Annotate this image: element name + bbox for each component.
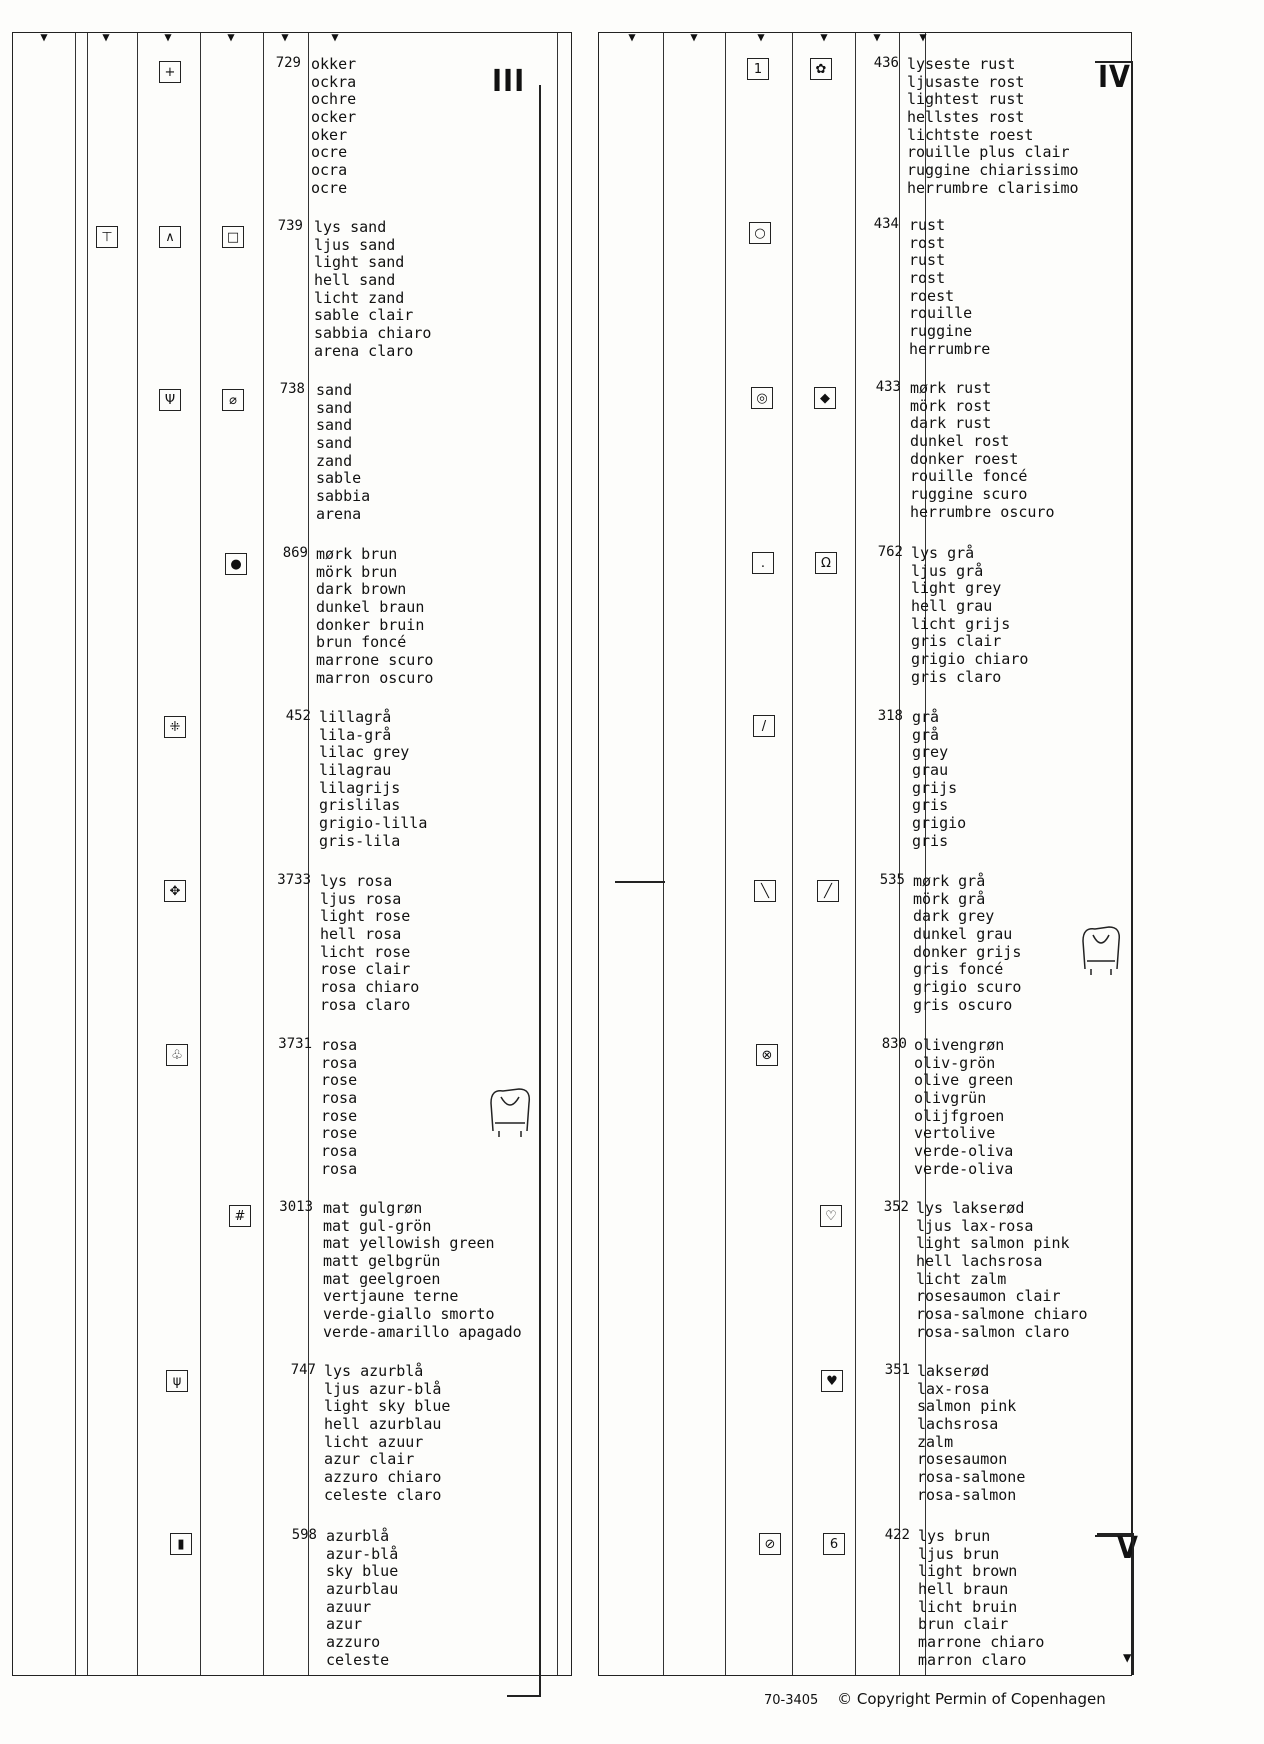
dash-marker	[615, 881, 665, 883]
omega-symbol-icon: Ω	[815, 552, 837, 574]
down-arrow-icon: ▼	[919, 30, 927, 44]
down-arrow-icon: ▼	[820, 30, 828, 44]
slashed-square-symbol-icon: ⊘	[759, 1533, 781, 1555]
color-names: rust rost rust rost roest rouille ruggine herrumbre	[909, 216, 991, 358]
diamond-symbol-icon: ◆	[814, 387, 836, 409]
heart-symbol-icon: ♥	[821, 1370, 843, 1392]
down-arrow-icon: ▼	[690, 30, 698, 44]
color-code: 3013	[279, 1199, 313, 1215]
color-names: lakserød lax-rosa salmon pink lachsrosa zalm rosesaumon rosa-salmone rosa-salmon	[917, 1362, 1026, 1504]
down-arrow-icon: ▼	[227, 30, 235, 44]
heart-outline-symbol-icon: ♡	[820, 1205, 842, 1227]
color-code: 3733	[277, 872, 311, 888]
section-bracket	[1095, 61, 1133, 1537]
down-arrow-icon: ▼	[102, 30, 110, 44]
down-arrow-icon: ▼	[164, 30, 172, 44]
color-code: 762	[877, 544, 903, 560]
dot-symbol-icon: .	[752, 552, 774, 574]
color-code: 318	[877, 708, 903, 724]
diamond-cross-symbol-icon: ✥	[164, 880, 186, 902]
color-code: 729	[275, 55, 301, 71]
color-code: 535	[879, 872, 905, 888]
section-bracket	[507, 85, 541, 1697]
color-key-panel-left	[12, 32, 572, 1676]
color-names: mørk grå mörk grå dark grey dunkel grau donker grijs gris foncé grigio scuro gris oscuro	[913, 872, 1022, 1014]
filled-oval-symbol-icon: ●	[225, 553, 247, 575]
color-names: sand sand sand sand zand sable sabbia arena	[316, 381, 371, 523]
slash-symbol-icon: /	[753, 715, 775, 737]
page-footer	[764, 1690, 1106, 1708]
forward-slash-symbol-icon: ╱	[817, 880, 839, 902]
circle-symbol-icon: ○	[749, 222, 771, 244]
club-symbol-icon: ♧	[166, 1044, 188, 1066]
number-six-symbol-icon: 6	[823, 1533, 845, 1555]
color-names: lys lakserød ljus lax-rosa light salmon pink hell lachsrosa licht zalm rosesaumon clair rosa-salmone chiaro rosa-salmon claro	[916, 1199, 1088, 1341]
flower-symbol-icon: ✿	[810, 58, 832, 80]
tee-symbol-icon: ⊤	[96, 226, 118, 248]
color-code: 434	[873, 216, 899, 232]
color-code: 3731	[278, 1036, 312, 1052]
color-names: lys azurblå ljus azur-blå light sky blue hell azurblau licht azuur azur clair azzuro chiaro celeste claro	[324, 1362, 451, 1504]
down-arrow-icon: ▼	[628, 30, 636, 44]
caret-symbol-icon: ∧	[159, 226, 181, 248]
slashed-circle-symbol-icon: ⌀	[222, 389, 244, 411]
psi-symbol-icon: Ψ	[159, 389, 181, 411]
color-code: 738	[279, 381, 305, 397]
color-code: 422	[884, 1527, 910, 1543]
armchair-doodle-icon	[485, 1083, 535, 1139]
target-symbol-icon: ◎	[751, 387, 773, 409]
circled-x-symbol-icon: ⊗	[756, 1044, 778, 1066]
color-names: azurblå azur-blå sky blue azurblau azuur azur azzuro celeste	[326, 1527, 399, 1669]
section-label-iii: III	[492, 64, 526, 99]
down-arrow-icon: ▼	[757, 30, 765, 44]
color-key-panel-right	[598, 30, 1139, 1676]
color-names: rosa rosa rose rosa rose rose rosa rosa	[321, 1036, 358, 1178]
color-code: 747	[290, 1362, 316, 1378]
color-code: 351	[884, 1362, 910, 1378]
color-code: 830	[881, 1036, 907, 1052]
hash-symbol-icon: #	[229, 1205, 251, 1227]
section-label-v: V	[1117, 1531, 1139, 1566]
color-code: 436	[873, 55, 899, 71]
color-names: lys sand ljus sand light sand hell sand licht zand sable clair sabbia chiaro arena claro	[314, 218, 432, 360]
down-arrow-icon: ▼	[40, 30, 48, 44]
color-names: lyseste rust ljusaste rost lightest rust hellstes rost lichtste roest rouille plus clair ruggine chiarissimo herrumbre clarisimo	[907, 55, 1079, 197]
color-names: lys brun ljus brun light brown hell braun licht bruin brun clair marrone chiaro marron claro	[918, 1527, 1045, 1669]
color-names: mørk rust mörk rost dark rust dunkel rost donker roest rouille foncé ruggine scuro herrumbre oscuro	[910, 379, 1055, 521]
color-names: lillagrå lila-grå lilac grey lilagrau lilagrijs grislilas grigio-lilla gris-lila	[319, 708, 428, 850]
color-names: grå grå grey grau grijs gris grigio gris	[912, 708, 967, 850]
color-code: 352	[883, 1199, 909, 1215]
color-names: lys rosa ljus rosa light rose hell rosa licht rose rose clair rosa chiaro rosa claro	[320, 872, 420, 1014]
color-names: okker ockra ochre ocker oker ocre ocra ocre	[311, 55, 357, 197]
color-names: lys grå ljus grå light grey hell grau licht grijs gris clair grigio chiaro gris claro	[911, 544, 1029, 686]
color-names: mat gulgrøn mat gul-grön mat yellowish green matt gelbgrün mat geelgroen vertjaune terne verde-giallo smorto verde-amarillo apagado	[323, 1199, 522, 1341]
color-code: 739	[277, 218, 303, 234]
color-code: 452	[285, 708, 311, 724]
color-names: olivengrøn oliv-grön olive green olivgrün olijfgroen vertolive verde-oliva verde-oliva	[914, 1036, 1014, 1178]
color-code: 433	[875, 379, 901, 395]
down-arrow-icon: ▼	[331, 30, 339, 44]
section-label-iv: IV	[1098, 60, 1131, 95]
armchair-doodle-icon	[1077, 921, 1125, 977]
color-names: mørk brun mörk brun dark brown dunkel braun donker bruin brun foncé marrone scuro marron oscuro	[316, 545, 434, 687]
copyright-text: © Copyright Permin of Copenhagen	[837, 1690, 1106, 1708]
dots-symbol-icon: ⁜	[164, 716, 186, 738]
plus-symbol-icon: +	[159, 61, 181, 83]
down-arrow-icon: ▼	[281, 30, 289, 44]
trident-symbol-icon: ψ	[166, 1370, 188, 1392]
back-slash-symbol-icon: ╲	[754, 880, 776, 902]
number-one-symbol-icon: 1	[747, 58, 769, 80]
color-code: 869	[282, 545, 308, 561]
bar-symbol-icon: ▮	[170, 1533, 192, 1555]
down-arrow-icon: ▼	[873, 30, 881, 44]
color-code: 598	[291, 1527, 317, 1543]
pattern-code: 70-3405	[764, 1693, 819, 1708]
square-symbol-icon: □	[222, 226, 244, 248]
down-arrow-icon: ▼	[1123, 1650, 1132, 1666]
